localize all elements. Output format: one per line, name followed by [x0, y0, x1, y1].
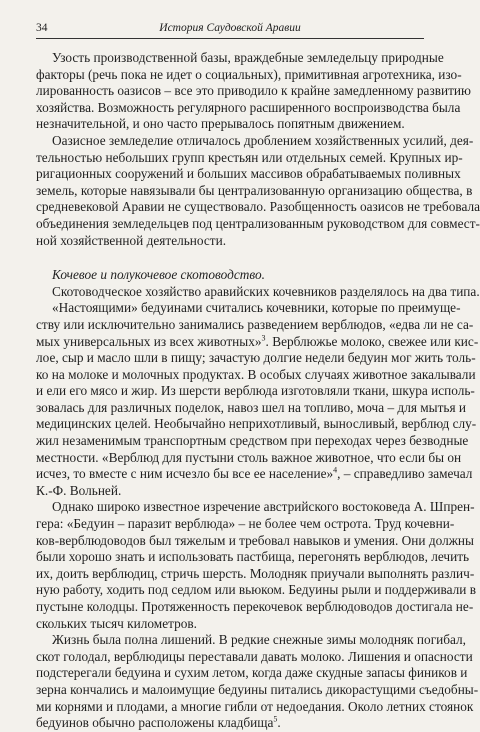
text-line: «Настоящими» бедуинами считались кочевники, которые по преимуще- [52, 300, 461, 316]
section-title: Кочевое и полукочевое скотоводство. [52, 267, 265, 283]
text-line: тельностью небольших групп крестьян или отдельных семей. Крупных ир- [36, 149, 463, 165]
text-line: Однако широко известное изречение австрийского востоковеда А. Шпрен- [52, 499, 475, 515]
text-line: Жизнь была полна лишений. В редкие снежные зимы молодняк погибал, [52, 632, 467, 648]
text-fragment: мых универсальных из всех животных» [36, 333, 262, 349]
paragraph-1 [36, 50, 471, 133]
text-line: незначительной, и оно часто прерывалось попятным движением. [36, 116, 405, 132]
page-number: 34 [36, 22, 48, 34]
text-line: земель, которые навязывали бы централизованную организацию общества, в [36, 182, 473, 198]
paragraph-4 [36, 499, 477, 632]
text-line: ко на молоке и молочных продуктах. В особых случаях животное закалывали [36, 366, 476, 382]
running-title: История Саудовской Аравии [159, 22, 301, 34]
footnote-ref: 3 [261, 333, 266, 343]
page-header [36, 20, 424, 39]
text-line: жил незаменимым транспортным средством при переходах через безводные [36, 433, 469, 449]
page-body [36, 50, 480, 732]
text-line: ную работу, ходить под седлом или вьюком. Бедуины рыли и поддерживали в [36, 582, 477, 598]
text-line [36, 465, 473, 483]
text-line: скольких тысяч километров. [36, 615, 197, 631]
text-line: пустыне колодцы. Протяженность перекочевок верблюдоводов достигала не- [36, 599, 474, 614]
text-line [36, 333, 479, 351]
section-spacer [36, 249, 430, 267]
text-line: К.-Ф. Вольней. [36, 482, 122, 498]
text-line: подстерегали бедуина и сухим летом, когда даже скудные запасы фиников и [36, 665, 468, 681]
text-line: факторы (речь пока не идет о социальных), примитивная агротехника, изо- [36, 66, 462, 82]
text-line: ми корнями и плодами, а многие гибли от недоедания. Около летних стоянок [36, 698, 474, 714]
footnote-ref: 4 [333, 465, 338, 475]
text-line [36, 715, 430, 732]
text-line: хозяйства. Возможность регулярного расширенного воспроизводства была [36, 99, 461, 115]
text-line: скот голодал, верблюдицы переставали давать молоко. Лишения и опасности [36, 648, 473, 664]
text-line: объединения земледельцев под централизованным руководством для совмест- [36, 215, 480, 231]
text-line: местности. «Верблюд для пустыни столь важное животное, что если бы он [36, 449, 462, 465]
text-line: ков-верблюдоводов был тяжелым и требовал навыков и умения. Они должны [36, 532, 474, 548]
footnote-ref: 5 [273, 714, 278, 724]
text-line: Скотоводческое хозяйство аравийских кочевников разделялось на два типа. [52, 283, 480, 299]
paragraph-3 [36, 283, 480, 500]
text-line: и ели его мясо и жир. Из шерсти верблюда изготовляли ткани, шкура исполь- [36, 383, 475, 399]
text-line: их, доить верблюдиц, стричь шерсть. Молодняк приучали выполнять различ- [36, 565, 475, 581]
text-line: были хорошо знать и использовать пастбища, перегонять верблюдов, лечить [36, 549, 470, 565]
text-fragment: . Верблюжье молоко, свежее или кис- [265, 333, 479, 349]
text-line: лое, сыр и масло шли в пищу; зачастую долгие недели бедуин мог жить толь- [36, 350, 476, 366]
paragraph-2 [36, 132, 480, 249]
text-line: медицинских целей. Необычайно неприхотливый, выносливый, верблюд слу- [36, 416, 477, 432]
text-line: ной хозяйственной деятельности. [36, 232, 227, 248]
text-fragment: исчез, то вместе с ним исчезло бы все ее население» [36, 466, 334, 482]
text-line: ригационных сооружений и больших массивов обрабатываемых поливных [36, 166, 461, 182]
text-line: средневековой Аравии не существовало. Разобщенность оазисов не требовала [36, 199, 480, 215]
text-fragment: , – справедливо замечал [337, 466, 473, 482]
text-line: зовалась для различных поделок, навоз шел на топливо, моча – для мытья и [36, 399, 467, 415]
text-fragment: . [277, 715, 281, 731]
text-line: ству или исключительно занимались разведением верблюдов, «едва ли не са- [36, 316, 474, 332]
paragraph-5 [36, 632, 479, 732]
text-line: Узость производственной базы, враждебные земледельцу природные [52, 50, 444, 65]
text-line: зерна кончались и малоимущие бедуины питались дикорастущими съедобны- [36, 681, 479, 697]
text-fragment: бедуинов обычно расположены кладбища [36, 715, 274, 731]
text-line: лированность оазисов – все это приводило к крайне замедленному развитию [36, 83, 471, 99]
text-line: Оазисное земледелие отличалось дроблением хозяйственных усилий, дея- [52, 132, 474, 148]
text-line: гера: «Бедуин – паразит верблюда» – не более чем острота. Труд кочевни- [36, 516, 455, 532]
